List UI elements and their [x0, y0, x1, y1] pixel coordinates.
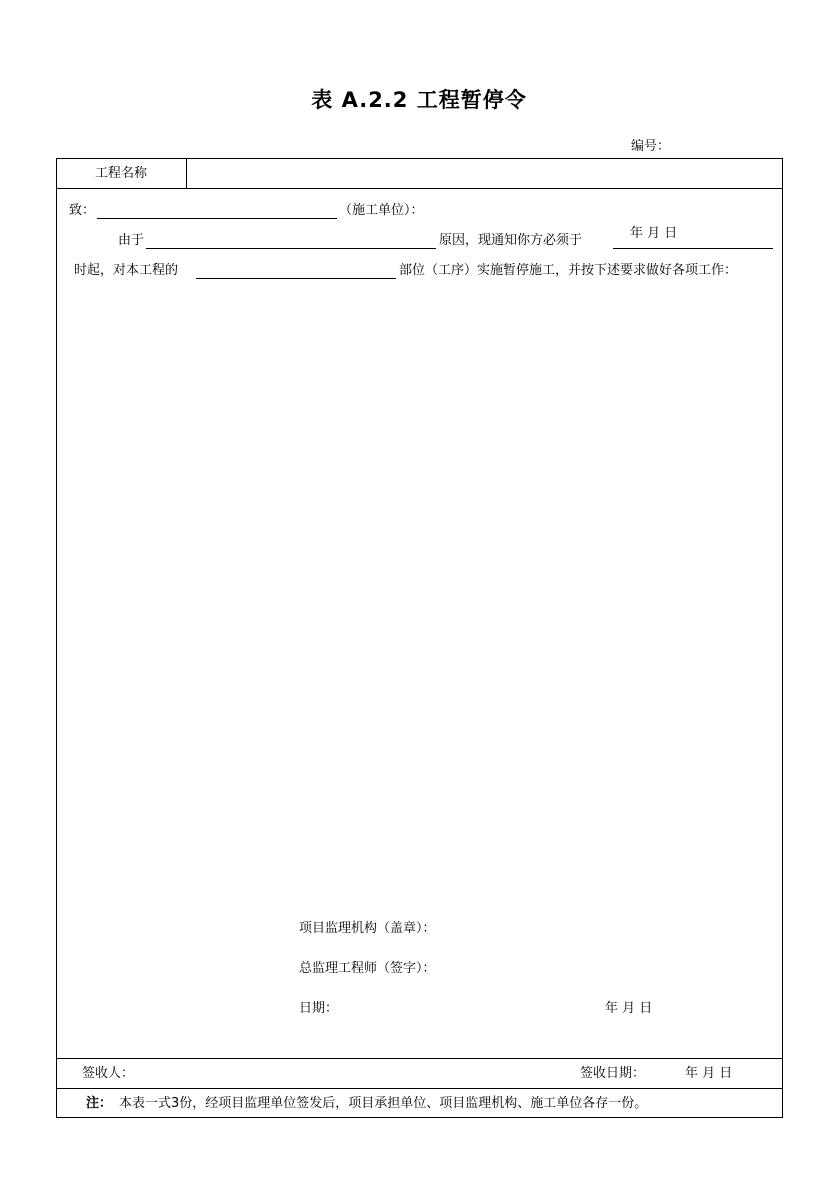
receive-date-label: 签收日期：: [580, 1066, 646, 1081]
from-label: 时起，对本工程的: [74, 263, 179, 278]
receiver-label: 签收人：: [82, 1066, 135, 1081]
note-text: 本表一式3份，经项目监理单位签发后，项目承担单位、项目监理机构、施工单位各存一份。: [119, 1096, 648, 1111]
contractor-blank[interactable]: [97, 218, 337, 219]
project-name-divider: [186, 159, 187, 189]
row-divider-3: [57, 1088, 782, 1089]
reason-blank[interactable]: [146, 248, 436, 249]
number-label: 编号：: [631, 139, 671, 154]
order-form: [56, 158, 783, 1118]
sign-date-placeholder: 年 月 日: [605, 1001, 653, 1016]
receive-date-placeholder: 年 月 日: [685, 1066, 733, 1081]
project-name-label: 工程名称: [95, 166, 148, 181]
part-label: 部位（工序）实施暂停施工，并按下述要求做好各项工作：: [399, 263, 738, 278]
contractor-label: （施工单位）：: [339, 203, 424, 218]
chief-engineer-label: 总监理工程师（签字）：: [299, 961, 436, 976]
suspend-date-placeholder: 年 月 日: [630, 226, 678, 241]
body-content[interactable]: [69, 289, 769, 889]
part-blank[interactable]: [196, 278, 396, 279]
suspend-date-blank[interactable]: [613, 248, 773, 249]
to-label: 致：: [69, 203, 96, 218]
supervision-org-label: 项目监理机构（盖章）：: [299, 921, 436, 936]
reason-label: 原因，现通知你方必须于: [439, 233, 583, 248]
project-name-field[interactable]: [193, 166, 773, 182]
date-label: 日期：: [299, 1001, 339, 1016]
row-divider-1: [57, 188, 782, 189]
page-title: 表 A.2.2 工程暂停令: [311, 88, 527, 112]
note-label: 注：: [86, 1096, 113, 1111]
row-divider-2: [57, 1058, 782, 1059]
due-to-label: 由于: [118, 233, 145, 248]
